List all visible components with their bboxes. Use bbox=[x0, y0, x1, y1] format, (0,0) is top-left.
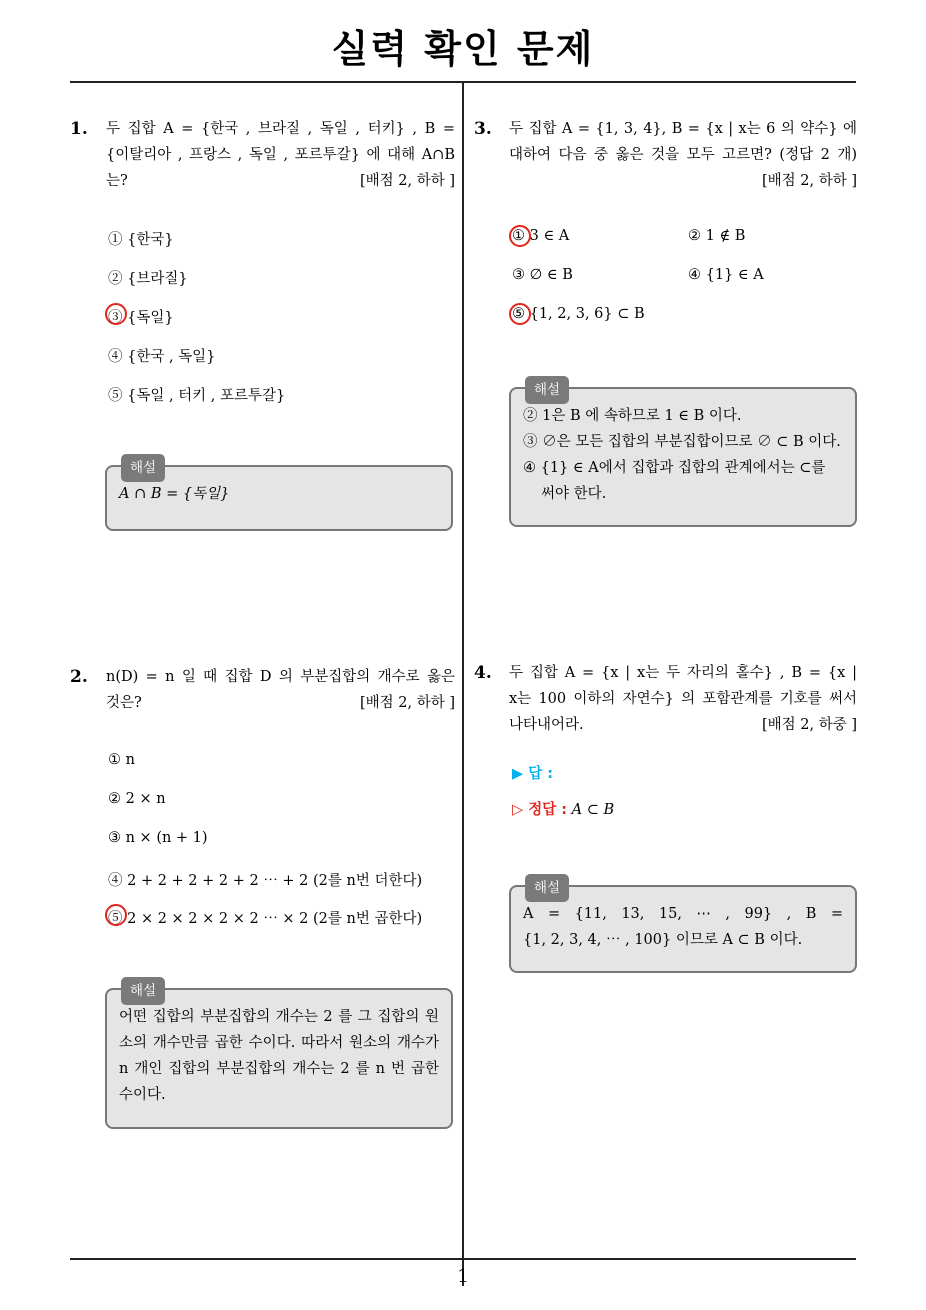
score-difficulty: [배점 2, 하하 ] bbox=[359, 173, 455, 189]
choice-3[interactable]: ③ {독일} bbox=[108, 310, 174, 326]
page-title: 실력 확인 문제 bbox=[331, 27, 595, 71]
question-number: 3. bbox=[474, 119, 492, 139]
solution-text-line: n 개인 집합의 부분집합의 개수는 2 를 n 번 곱한 bbox=[119, 1061, 439, 1077]
choice-5[interactable]: ⑤ 2 × 2 × 2 × 2 × 2 ⋯ × 2 (2를 n번 곱한다) bbox=[108, 911, 423, 927]
solution-box bbox=[509, 382, 857, 527]
choice-1[interactable]: ① 3 ∈ A bbox=[512, 228, 570, 244]
solution-text-line: 어떤 집합의 부분집합의 개수는 2 를 그 집합의 원 bbox=[119, 1009, 439, 1025]
solution-text-line: 수이다. bbox=[119, 1087, 166, 1103]
choice-4[interactable]: ④ {한국 , 독일} bbox=[108, 349, 216, 365]
question-text-line: x는 100 이하의 자연수} 의 포함관계를 기호를 써서 bbox=[509, 691, 857, 707]
solution-text-line: 써야 한다. bbox=[541, 486, 607, 502]
column-divider bbox=[462, 83, 464, 1286]
question-text-line: 나타내어라. bbox=[509, 717, 584, 733]
question-number: 2. bbox=[70, 667, 88, 687]
correct-answer bbox=[512, 798, 614, 819]
solution-text-line: ③ ∅은 모든 집합의 부분집합이므로 ∅ ⊂ B 이다. bbox=[523, 434, 841, 450]
score-difficulty: [배점 2, 하하 ] bbox=[761, 173, 857, 189]
choice-3[interactable]: ③ ∅ ∈ B bbox=[512, 267, 573, 283]
page-number: 1 bbox=[457, 1266, 469, 1287]
solution-box bbox=[509, 880, 857, 973]
question-text-line: 두 집합 A = {한국 , 브라질 , 독일 , 터키} , B = bbox=[106, 121, 455, 137]
score-difficulty: [배점 2, 하중 ] bbox=[761, 717, 857, 733]
question-text-line: 는? bbox=[106, 173, 128, 189]
question-number: 1. bbox=[70, 119, 88, 139]
solution-label: 해설 bbox=[525, 376, 569, 404]
choice-2[interactable]: ② 1 ∉ B bbox=[688, 228, 746, 244]
bottom-rule bbox=[70, 1258, 856, 1260]
answer-circle-mark bbox=[509, 225, 531, 247]
question-text-line: 두 집합 A = {x | x는 두 자리의 홀수} , B = {x | bbox=[509, 665, 857, 681]
question-text-line: 대하여 다음 중 옳은 것을 모두 고르면? (정답 2 개) bbox=[509, 147, 857, 163]
question-text-line: 것은? bbox=[106, 695, 142, 711]
answer-circle-mark bbox=[509, 303, 531, 325]
solution-text-line: 소의 개수만큼 곱한 수이다. 따라서 원소의 개수가 bbox=[119, 1035, 439, 1051]
answer-circle-mark bbox=[105, 904, 127, 926]
question-number: 4. bbox=[474, 663, 492, 683]
choice-2[interactable]: ② 2 × n bbox=[108, 791, 166, 807]
correct-answer-label: ▷ 정답 : bbox=[512, 802, 568, 818]
solution-text-line: ④ {1} ∈ A에서 집합과 집합의 관계에서는 ⊂를 bbox=[523, 460, 826, 476]
answer-label: ▶ 답 : bbox=[512, 766, 554, 782]
solution-label: 해설 bbox=[525, 874, 569, 902]
choice-5[interactable]: ⑤ {독일 , 터키 , 포르투갈} bbox=[108, 388, 286, 404]
solution-label: 해설 bbox=[121, 977, 165, 1005]
choice-4[interactable]: ④ {1} ∈ A bbox=[688, 267, 764, 283]
question-text-line: {이탈리아 , 프랑스 , 독일 , 포르투갈} 에 대해 A∩B bbox=[106, 147, 455, 163]
solution-box bbox=[105, 460, 453, 531]
choice-1[interactable]: ① {한국} bbox=[108, 232, 174, 248]
solution-label: 해설 bbox=[121, 454, 165, 482]
score-difficulty: [배점 2, 하하 ] bbox=[359, 695, 455, 711]
choice-5[interactable]: ⑤ {1, 2, 3, 6} ⊂ B bbox=[512, 306, 645, 322]
solution-text-line: A = {11, 13, 15, ⋯ , 99} , B = bbox=[523, 906, 843, 922]
question-text-line: n(D) = n 일 때 집합 D 의 부분집합의 개수로 옳은 bbox=[106, 669, 455, 685]
solution-text-line: A ∩ B = {독일} bbox=[119, 486, 230, 502]
answer-circle-mark bbox=[105, 303, 127, 325]
correct-answer-value: A ⊂ B bbox=[571, 802, 615, 818]
choice-4[interactable]: ④ 2 + 2 + 2 + 2 + 2 ⋯ + 2 (2를 n번 더한다) bbox=[108, 873, 423, 889]
answer-blank[interactable] bbox=[512, 762, 553, 783]
solution-box bbox=[105, 983, 453, 1129]
choice-2[interactable]: ② {브라질} bbox=[108, 271, 188, 287]
choice-3[interactable]: ③ n × (n + 1) bbox=[108, 830, 208, 846]
solution-text-line: ② 1은 B 에 속하므로 1 ∈ B 이다. bbox=[523, 408, 742, 424]
choice-1[interactable]: ① n bbox=[108, 752, 135, 768]
solution-text-line: {1, 2, 3, 4, ⋯ , 100} 이므로 A ⊂ B 이다. bbox=[523, 932, 803, 948]
question-text-line: 두 집합 A = {1, 3, 4}, B = {x | x는 6 의 약수} 에 bbox=[509, 121, 857, 137]
